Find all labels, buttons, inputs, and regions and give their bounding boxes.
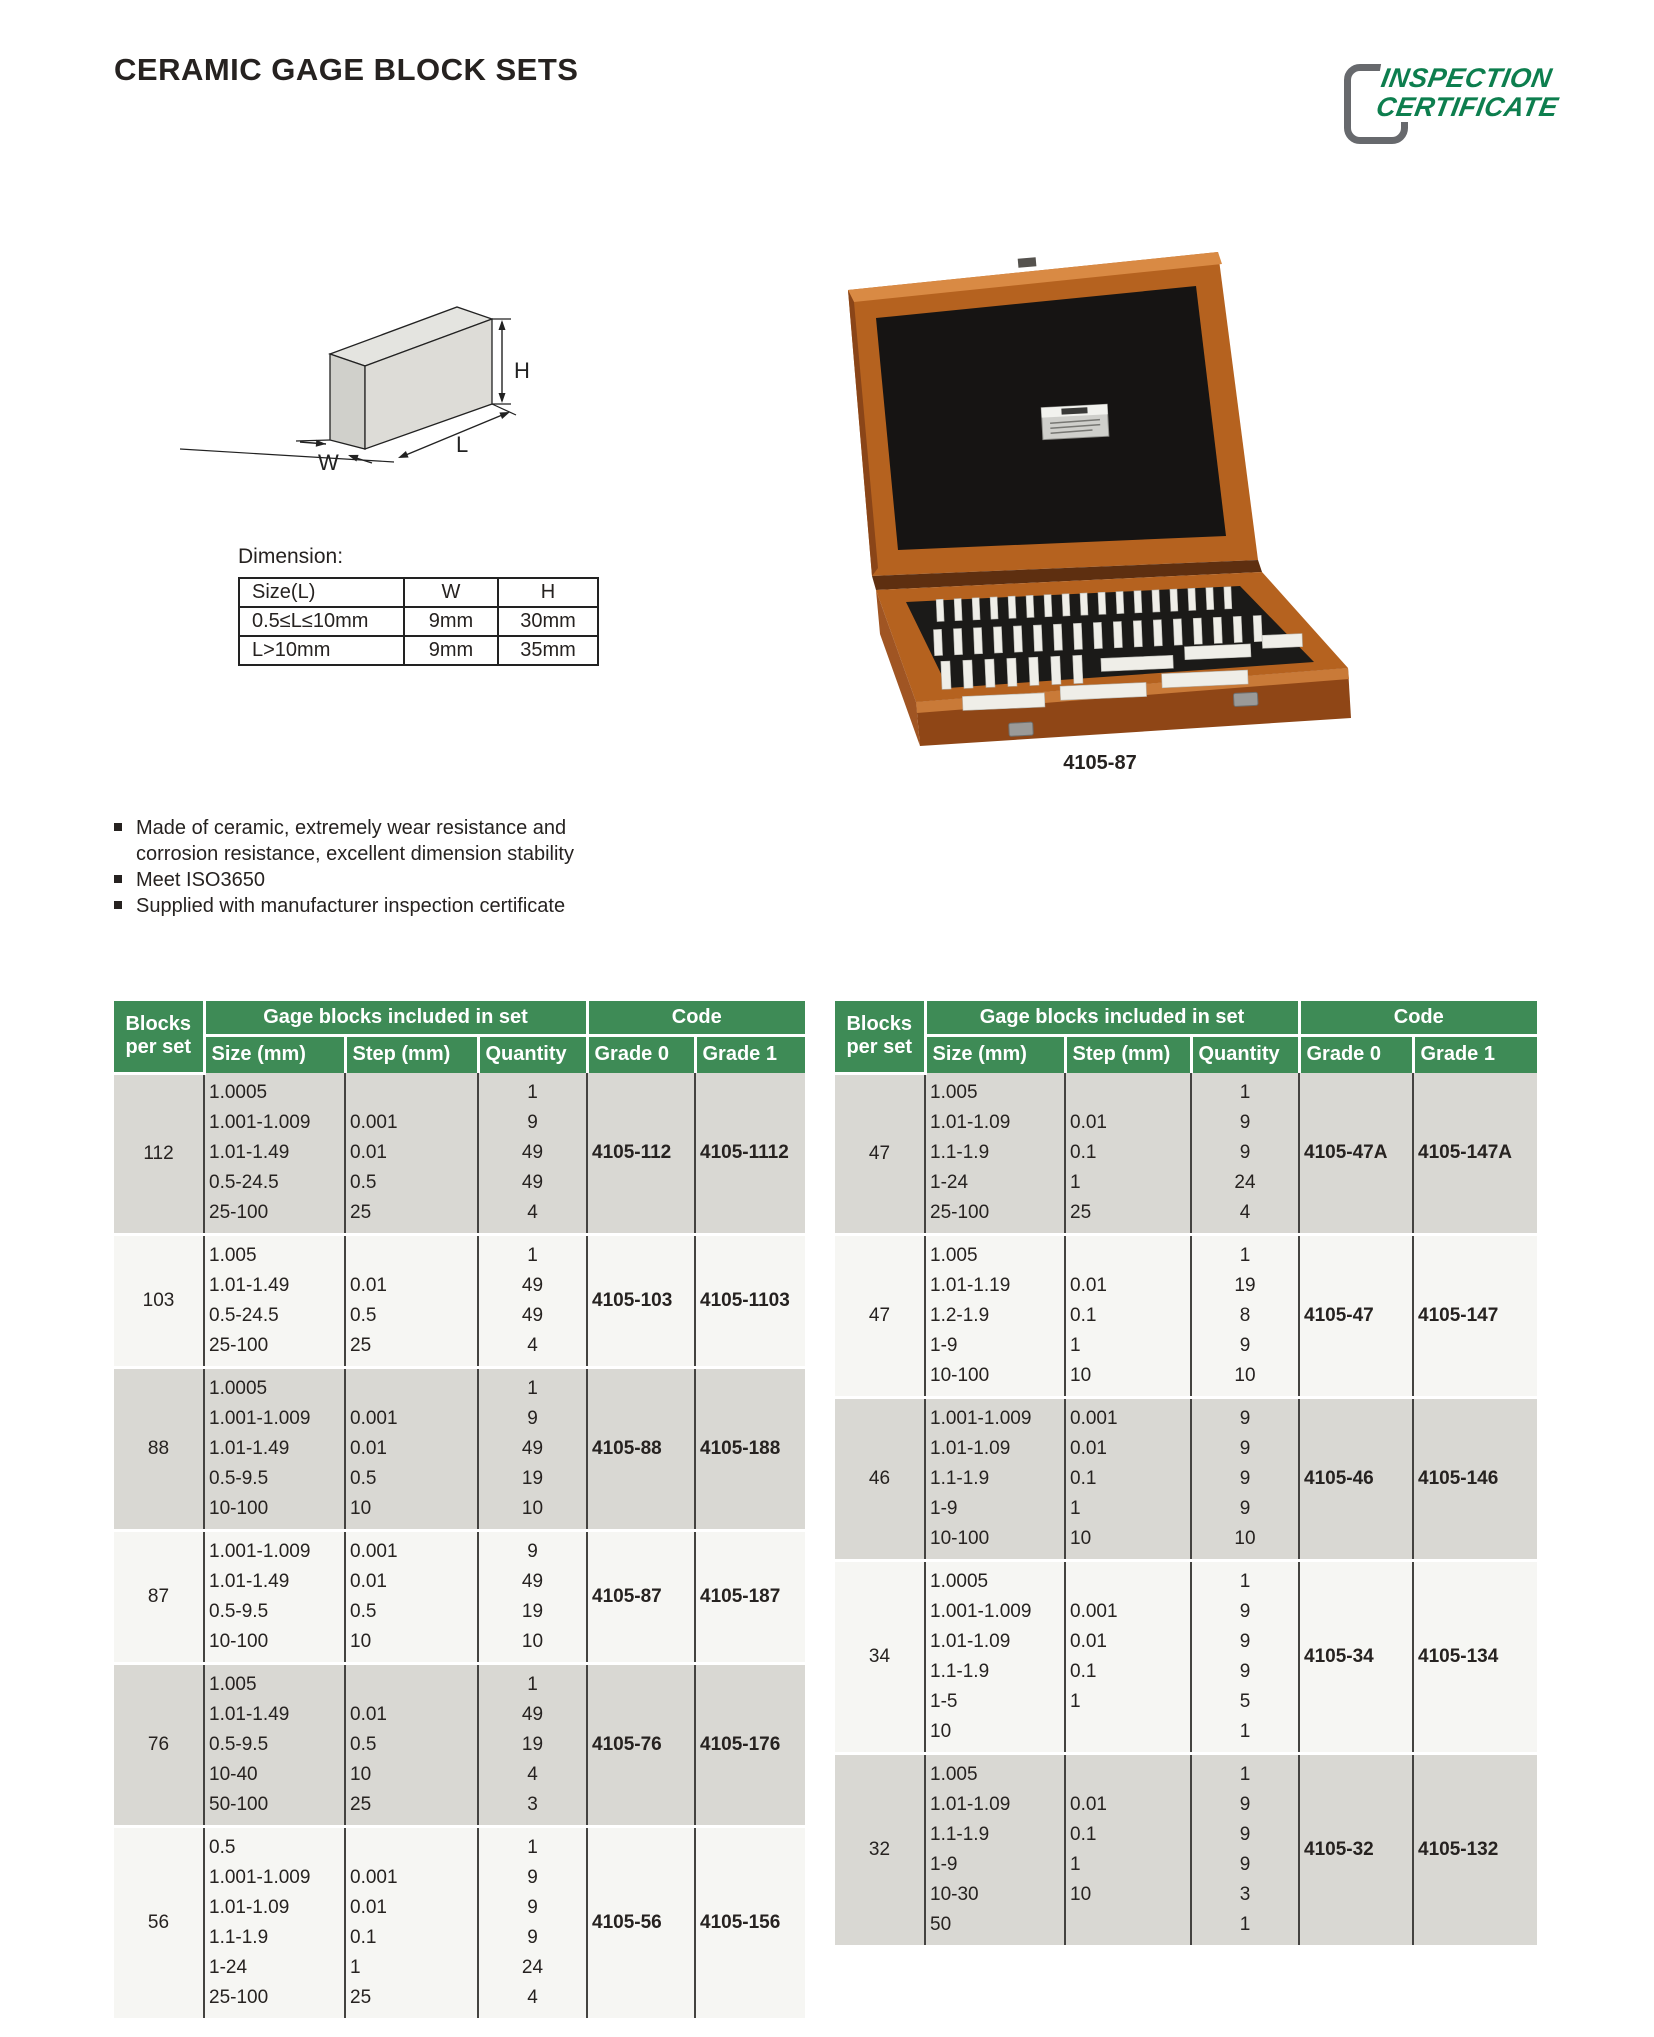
feature-item: Meet ISO3650 xyxy=(114,867,674,893)
set-row xyxy=(835,1398,1537,1561)
header-quantity: Quantity xyxy=(478,1035,587,1073)
header-gage-blocks-group: Gage blocks included in set xyxy=(925,1001,1299,1035)
blocks-per-set-value: 87 xyxy=(114,1531,204,1664)
grade0-code: 4105-103 xyxy=(587,1235,695,1368)
blocks-per-set-value: 47 xyxy=(835,1235,925,1398)
step-values: 0.001 0.01 0.1 1 xyxy=(1065,1561,1191,1754)
header-grade1: Grade 1 xyxy=(695,1035,805,1073)
blocks-per-set-value: 112 xyxy=(114,1073,204,1235)
set-row xyxy=(835,1754,1537,1946)
blocks-per-set-value: 76 xyxy=(114,1664,204,1827)
set-row xyxy=(835,1235,1537,1398)
dim-cell: 0.5≤L≤10mm xyxy=(239,607,404,636)
grade0-code: 4105-76 xyxy=(587,1664,695,1827)
header-grade0: Grade 0 xyxy=(587,1035,695,1073)
blocks-per-set-value: 103 xyxy=(114,1235,204,1368)
grade1-code: 4105-176 xyxy=(695,1664,805,1827)
grade1-code: 4105-187 xyxy=(695,1531,805,1664)
gage-block-table-left xyxy=(114,1001,805,2018)
grade1-code: 4105-132 xyxy=(1413,1754,1537,1946)
dim-cell: 9mm xyxy=(404,636,498,665)
logo-line-1: INSPECTION xyxy=(1376,64,1569,93)
grade1-code: 4105-147A xyxy=(1413,1073,1537,1235)
header-quantity: Quantity xyxy=(1191,1035,1299,1073)
step-values: 0.001 0.01 0.5 10 xyxy=(345,1531,478,1664)
size-values: 1.005 1.01-1.49 0.5-24.5 25-100 xyxy=(204,1235,345,1368)
header-gage-blocks-group: Gage blocks included in set xyxy=(204,1001,587,1035)
header-blocks-per-set: Blocks per set xyxy=(835,1001,925,1073)
grade1-code: 4105-134 xyxy=(1413,1561,1537,1754)
logo-line-2: CERTIFICATE xyxy=(1371,93,1564,122)
header-code-group: Code xyxy=(1299,1001,1537,1035)
dim-header-size: Size(L) xyxy=(239,578,404,607)
header-code-group: Code xyxy=(587,1001,805,1035)
size-values: 0.5 1.001-1.009 1.01-1.09 1.1-1.9 1-24 25-100 xyxy=(204,1827,345,2019)
set-row xyxy=(835,1073,1537,1235)
gage-block-table-right xyxy=(835,1001,1537,1945)
size-values: 1.005 1.01-1.09 1.1-1.9 1-9 10-30 50 xyxy=(925,1754,1065,1946)
size-values: 1.0005 1.001-1.009 1.01-1.49 0.5-9.5 10-100 xyxy=(204,1368,345,1531)
step-values: 0.001 0.01 0.5 10 xyxy=(345,1368,478,1531)
grade1-code: 4105-1103 xyxy=(695,1235,805,1368)
size-values: 1.005 1.01-1.19 1.2-1.9 1-9 10-100 xyxy=(925,1235,1065,1398)
grade1-code: 4105-146 xyxy=(1413,1398,1537,1561)
quantity-values: 1 9 9 9 3 1 xyxy=(1191,1754,1299,1946)
step-values: 0.01 0.1 1 10 xyxy=(1065,1754,1191,1946)
header-size: Size (mm) xyxy=(925,1035,1065,1073)
set-row xyxy=(835,1561,1537,1754)
quantity-values: 1 49 49 4 xyxy=(478,1235,587,1368)
quantity-values: 9 49 19 10 xyxy=(478,1531,587,1664)
set-row xyxy=(114,1235,805,1368)
grade0-code: 4105-112 xyxy=(587,1073,695,1235)
blocks-per-set-value: 32 xyxy=(835,1754,925,1946)
size-values: 1.001-1.009 1.01-1.49 0.5-9.5 10-100 xyxy=(204,1531,345,1664)
grade1-code: 4105-1112 xyxy=(695,1073,805,1235)
step-values: 0.001 0.01 0.1 1 25 xyxy=(345,1827,478,2019)
grade0-code: 4105-32 xyxy=(1299,1754,1413,1946)
page-title: CERAMIC GAGE BLOCK SETS xyxy=(114,52,579,87)
step-values: 0.01 0.5 25 xyxy=(345,1235,478,1368)
set-row xyxy=(114,1073,805,1235)
dimension-label: Dimension: xyxy=(238,545,344,568)
grade1-code: 4105-156 xyxy=(695,1827,805,2019)
size-values: 1.005 1.01-1.49 0.5-9.5 10-40 50-100 xyxy=(204,1664,345,1827)
dim-cell: 30mm xyxy=(498,607,598,636)
dim-cell: 35mm xyxy=(498,636,598,665)
header-blocks-per-set: Blocks per set xyxy=(114,1001,204,1073)
grade1-code: 4105-188 xyxy=(695,1368,805,1531)
step-values: 0.001 0.01 0.1 1 10 xyxy=(1065,1398,1191,1561)
header-size: Size (mm) xyxy=(204,1035,345,1073)
diagram-h-label: H xyxy=(514,358,530,383)
step-values: 0.01 0.1 1 10 xyxy=(1065,1235,1191,1398)
size-values: 1.001-1.009 1.01-1.09 1.1-1.9 1-9 10-100 xyxy=(925,1398,1065,1561)
grade0-code: 4105-47A xyxy=(1299,1073,1413,1235)
feature-item: Made of ceramic, extremely wear resistance and corrosion resistance, excellent dimension stability xyxy=(114,815,674,867)
quantity-values: 1 9 9 9 24 4 xyxy=(478,1827,587,2019)
blocks-per-set-value: 56 xyxy=(114,1827,204,2019)
step-values: 0.001 0.01 0.5 25 xyxy=(345,1073,478,1235)
dim-header-h: H xyxy=(498,578,598,607)
header-grade0: Grade 0 xyxy=(1299,1035,1413,1073)
inspection-certificate-logo xyxy=(1344,58,1574,143)
blocks-per-set-value: 34 xyxy=(835,1561,925,1754)
grade0-code: 4105-87 xyxy=(587,1531,695,1664)
set-row xyxy=(114,1531,805,1664)
quantity-values: 1 19 8 9 10 xyxy=(1191,1235,1299,1398)
dimension-section xyxy=(238,545,599,666)
grade0-code: 4105-88 xyxy=(587,1368,695,1531)
size-values: 1.0005 1.001-1.009 1.01-1.49 0.5-24.5 25-100 xyxy=(204,1073,345,1235)
grade0-code: 4105-46 xyxy=(1299,1398,1413,1561)
diagram-l-label: L xyxy=(456,432,469,457)
set-tables xyxy=(114,1001,1537,2018)
gage-block-diagram xyxy=(180,292,540,552)
grade0-code: 4105-47 xyxy=(1299,1235,1413,1398)
product-photo xyxy=(810,238,1370,753)
diagram-w-label: W xyxy=(318,450,339,475)
dim-cell: L>10mm xyxy=(239,636,404,665)
blocks-per-set-value: 88 xyxy=(114,1368,204,1531)
step-values: 0.01 0.1 1 25 xyxy=(1065,1073,1191,1235)
set-row xyxy=(114,1827,805,2019)
quantity-values: 1 9 9 24 4 xyxy=(1191,1073,1299,1235)
step-values: 0.01 0.5 10 25 xyxy=(345,1664,478,1827)
quantity-values: 9 9 9 9 10 xyxy=(1191,1398,1299,1561)
photo-caption: 4105-87 xyxy=(1063,752,1137,774)
feature-item: Supplied with manufacturer inspection certificate xyxy=(114,893,674,919)
dimension-table xyxy=(238,577,599,666)
feature-list xyxy=(114,815,674,919)
header-step: Step (mm) xyxy=(345,1035,478,1073)
size-values: 1.0005 1.001-1.009 1.01-1.09 1.1-1.9 1-5 10 xyxy=(925,1561,1065,1754)
header-grade1: Grade 1 xyxy=(1413,1035,1537,1073)
dim-header-w: W xyxy=(404,578,498,607)
blocks-per-set-value: 47 xyxy=(835,1073,925,1235)
header-step: Step (mm) xyxy=(1065,1035,1191,1073)
grade0-code: 4105-34 xyxy=(1299,1561,1413,1754)
quantity-values: 1 49 19 4 3 xyxy=(478,1664,587,1827)
quantity-values: 1 9 49 49 4 xyxy=(478,1073,587,1235)
grade0-code: 4105-56 xyxy=(587,1827,695,2019)
grade1-code: 4105-147 xyxy=(1413,1235,1537,1398)
quantity-values: 1 9 9 9 5 1 xyxy=(1191,1561,1299,1754)
set-row xyxy=(114,1368,805,1531)
size-values: 1.005 1.01-1.09 1.1-1.9 1-24 25-100 xyxy=(925,1073,1065,1235)
dim-cell: 9mm xyxy=(404,607,498,636)
blocks-per-set-value: 46 xyxy=(835,1398,925,1561)
set-row xyxy=(114,1664,805,1827)
quantity-values: 1 9 49 19 10 xyxy=(478,1368,587,1531)
